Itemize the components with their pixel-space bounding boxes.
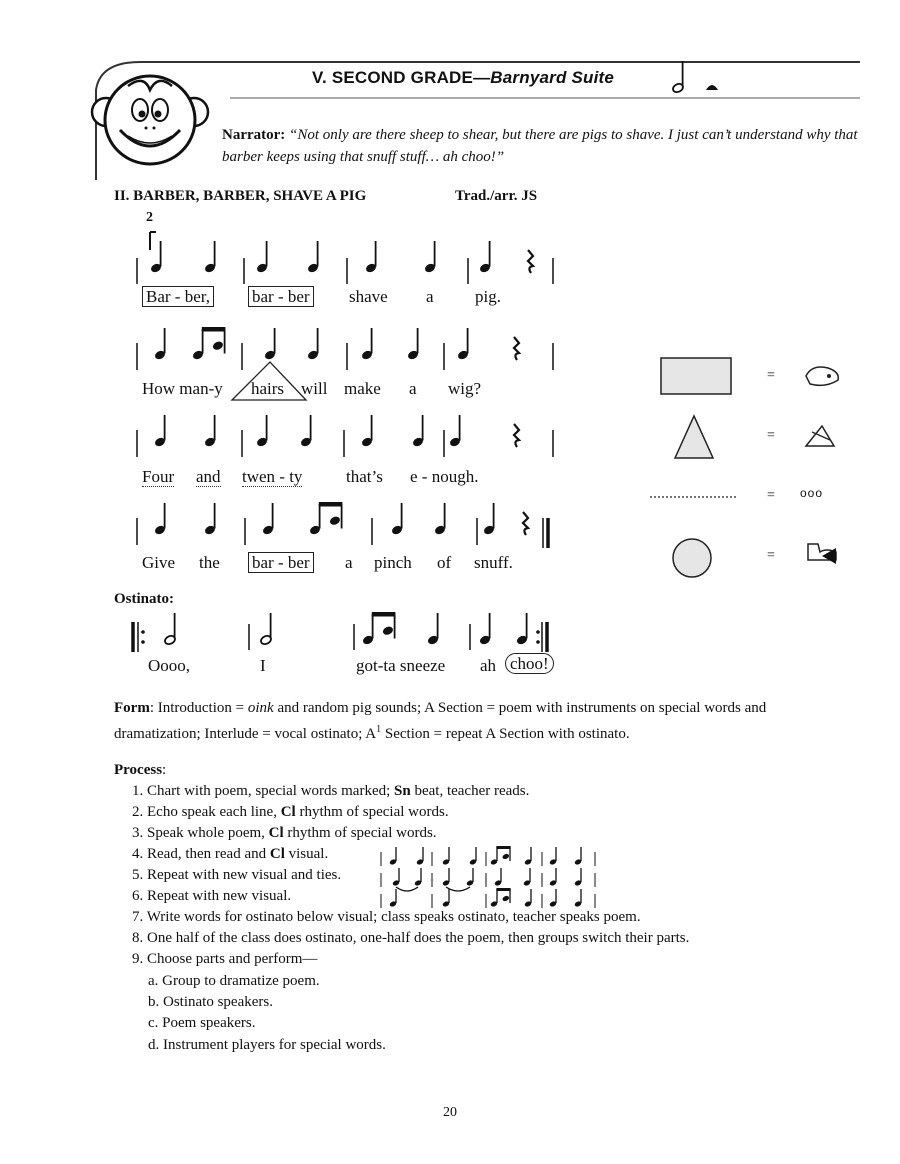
legend-rectangle-shape [661, 358, 731, 394]
process-item: d. Instrument players for special words. [148, 1037, 386, 1053]
legend-dotted-equals: = [767, 488, 775, 503]
process-item: 4. Read, then read and Cl visual. [132, 846, 329, 862]
page-subtitle: Barnyard Suite [490, 68, 615, 87]
form-paragraph: Form: Introduction = oink and random pig sounds; A Section = poem with instruments on special words and dramatization; Interlude = vocal ostinato; $A^1$ Section = repeat A Section with ostinato. [114, 700, 767, 742]
narrator-text [222, 124, 862, 168]
lyric-thats: that’s [346, 467, 383, 486]
song-title [114, 188, 366, 205]
staff-line-3 [137, 415, 553, 457]
song-credit: Trad./arr. JS [455, 188, 538, 204]
process-rhythm-visual-5 [381, 868, 595, 891]
narrator-label: Narrator: [222, 127, 286, 143]
lyric-a: a [426, 287, 434, 306]
form-label: Form [114, 700, 150, 716]
ostinato-oooo: Oooo, [148, 656, 191, 675]
staff-line-2 [137, 327, 553, 370]
process-item: 6. Repeat with new visual. [132, 888, 292, 904]
lyric-barber-1: Bar - ber, [142, 287, 214, 307]
legend-circle-shape [673, 539, 711, 577]
lyric-pig: pig. [475, 287, 501, 306]
process-item: 3. Speak whole poem, Cl rhythm of special words. [132, 825, 437, 841]
lyric-of: of [437, 553, 452, 572]
process-item: 5. Repeat with new visual and ties. [132, 867, 342, 883]
ostinato-label: Ostinato: [114, 591, 174, 607]
lyric-four: Four [142, 467, 175, 486]
lyric-will: will [301, 379, 328, 398]
legend-triangle-equals: = [767, 428, 775, 443]
ostinato-staff [133, 612, 547, 652]
lyric-give: Give [142, 553, 176, 572]
page-title-main: V. SECOND GRADE— [312, 68, 491, 87]
ostinato-gotta-sneeze: got-ta sneeze [356, 656, 446, 675]
staff-line-4 [137, 502, 548, 548]
lyric-a-2: a [409, 379, 417, 398]
lyric-the: the [199, 553, 220, 572]
process-item: 2. Echo speak each line, Cl rhythm of special words. [132, 804, 449, 820]
process-item: c. Poem speakers. [148, 1015, 256, 1031]
legend-circle-equals: = [767, 548, 775, 563]
song-title-text: II. BARBER, BARBER, SHAVE A PIG [114, 188, 367, 204]
lyric-twenty: twen - ty [242, 467, 303, 486]
legend-triangle-shape [675, 416, 713, 458]
narrator-quote: “Not only are there sheep to shear, but there are pigs to shave. I just can’t understand why that barber keeps using that snuff stuff… ah choo!” [222, 127, 858, 165]
process-item: 8. One half of the class does ostinato, one-half does the poem, then groups switch their parts. [132, 930, 690, 946]
lyric-barber-2: bar - ber [248, 287, 314, 307]
legend-circle-instrument-icon [808, 544, 836, 564]
ostinato-ah: ah [480, 656, 497, 675]
process-item: 9. Choose parts and perform— [132, 951, 318, 967]
lyric-pinch: pinch [374, 553, 412, 572]
process-label: Process: [114, 762, 167, 778]
process-rhythm-visual-6 [381, 888, 595, 908]
lyric-barber-3: bar - ber [248, 553, 314, 573]
lyric-how-many: How man-y [142, 379, 223, 398]
lyric-enough: e - nough. [410, 467, 479, 486]
process-item: 7. Write words for ostinato below visual; class speaks ostinato, teacher speaks poem. [132, 909, 641, 925]
process-rhythm-visual-4 [381, 846, 595, 866]
page-number: 20 [443, 1105, 457, 1120]
lyric-and: and [196, 467, 221, 486]
monkey-logo-icon [92, 76, 208, 164]
meter-bracket [150, 232, 156, 250]
page-title [312, 68, 614, 88]
lyric-shave: shave [349, 287, 388, 306]
header-notes-icon [672, 61, 718, 94]
meter-number: 2 [146, 210, 153, 225]
process-item: a. Group to dramatize poem. [148, 973, 320, 989]
lyric-make: make [344, 379, 381, 398]
legend-rectangle-equals: = [767, 368, 775, 383]
lyric-snuff: snuff. [474, 553, 513, 572]
ostinato-i: I [260, 656, 266, 675]
legend-dotted-instrument: ooo [800, 486, 824, 500]
process-item: 1. Chart with poem, special words marked; Sn beat, teacher reads. [132, 783, 530, 799]
lyric-a-3: a [345, 553, 353, 572]
process-item: b. Ostinato speakers. [148, 994, 273, 1010]
staff-line-1 [137, 241, 553, 284]
lyric-hairs: hairs [251, 379, 285, 398]
ostinato-choo: choo! [505, 654, 554, 674]
lyric-wig: wig? [448, 379, 482, 398]
legend-triangle-instrument-icon [806, 426, 834, 446]
legend-rectangle-instrument-icon [806, 367, 838, 385]
